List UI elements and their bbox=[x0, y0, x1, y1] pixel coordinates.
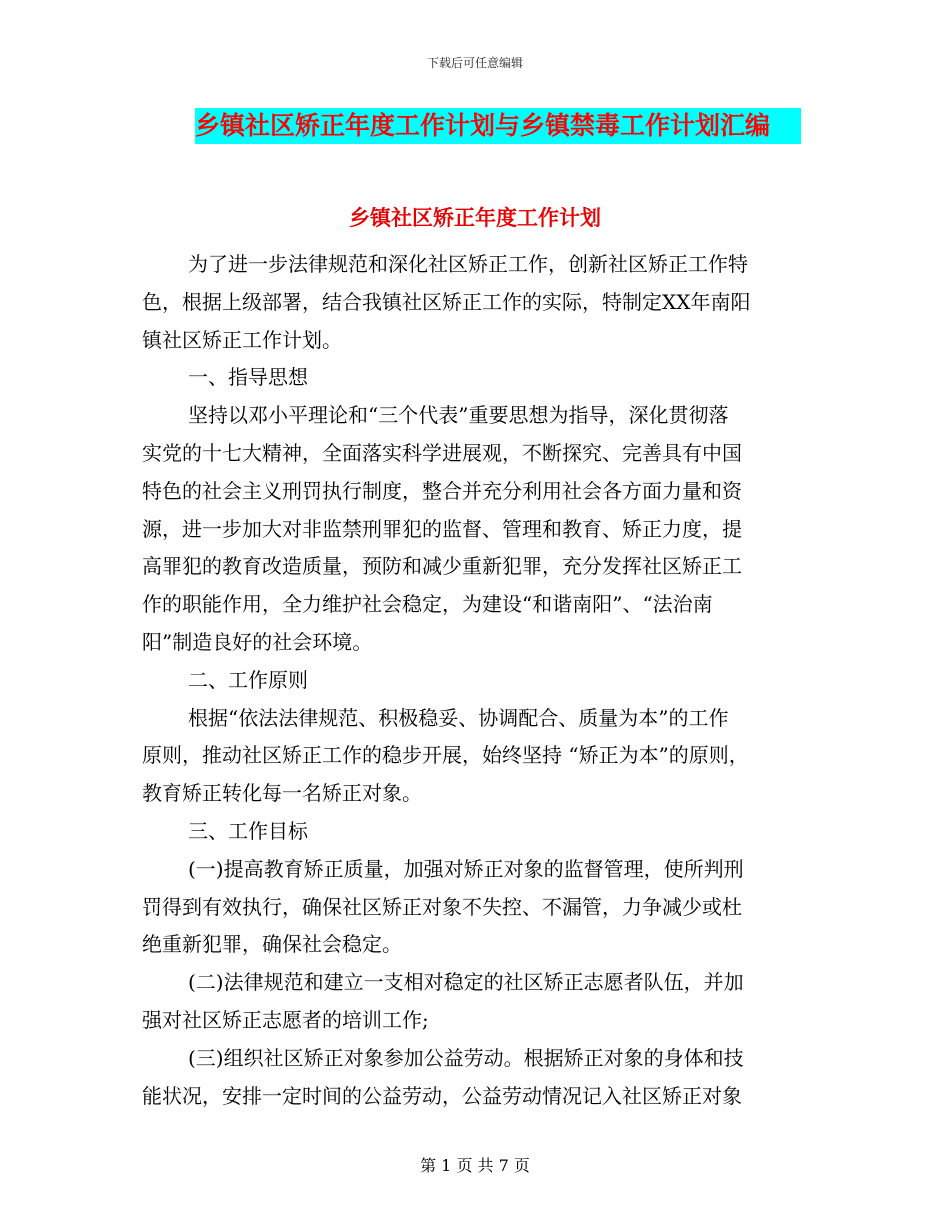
header-note: 下载后可任意编辑 bbox=[426, 56, 523, 70]
section-heading: 一、指导思想 bbox=[188, 365, 308, 390]
paragraph-line: 镇社区矫正工作计划。 bbox=[142, 327, 342, 352]
paragraph-line: 能状况，安排一定时间的公益劳动，公益劳动情况记入社区矫正对象 bbox=[142, 1083, 742, 1108]
body-text bbox=[142, 246, 814, 1115]
paragraph-line: 作的职能作用，全力维护社会稳定，为建设“和谐南阳”、“法治南 bbox=[142, 592, 713, 617]
paragraph-line: (一)提高教育矫正质量，加强对矫正对象的监督管理，使所判刑 bbox=[188, 856, 744, 881]
paragraph-line: 实党的十七大精神，全面落实科学进展观，不断探究、完善具有中国 bbox=[142, 440, 742, 465]
paragraph-line: 强对社区矫正志愿者的培训工作; bbox=[142, 1007, 429, 1032]
paragraph-line: 特色的社会主义刑罚执行制度，整合并充分利用社会各方面力量和资 bbox=[142, 478, 742, 503]
section-heading: 二、工作原则 bbox=[188, 667, 308, 692]
paragraph-line: 坚持以邓小平理论和“三个代表”重要思想为指导，深化贯彻落 bbox=[188, 403, 729, 428]
sub-title: 乡镇社区矫正年度工作计划 bbox=[349, 206, 601, 230]
section-heading: 三、工作目标 bbox=[188, 818, 308, 843]
paragraph-line: 为了进一步法律规范和深化社区矫正工作，创新社区矫正工作特 bbox=[188, 252, 748, 276]
paragraph-line: 高罪犯的教育改造质量，预防和减少重新犯罪，充分发挥社区矫正工 bbox=[142, 554, 742, 579]
paragraph-line: 教育矫正转化每一名矫正对象。 bbox=[142, 781, 422, 806]
paragraph-line: 色，根据上级部署，结合我镇社区矫正工作的实际，特制定XX年南阳 bbox=[142, 289, 751, 314]
paragraph-line: 源，进一步加大对非监禁刑罪犯的监督、管理和教育、矫正力度，提 bbox=[142, 516, 742, 541]
paragraph-line: 根据“依法法律规范、积极稳妥、协调配合、质量为本”的工作 bbox=[188, 705, 729, 730]
main-title: 乡镇社区矫正年度工作计划与乡镇禁毒工作计划汇编 bbox=[195, 108, 801, 144]
page-footer: 第 1 页 共 7 页 bbox=[420, 1156, 530, 1175]
paragraph-line: 罚得到有效执行，确保社区矫正对象不失控、不漏管，力争减少或杜 bbox=[142, 894, 742, 919]
paragraph-line: (二)法律规范和建立一支相对稳定的社区矫正志愿者队伍，并加 bbox=[188, 970, 744, 995]
paragraph-line: 原则，推动社区矫正工作的稳步开展，始终坚持 “矫正为本”的原则， bbox=[142, 743, 749, 768]
paragraph-line: 绝重新犯罪，确保社会稳定。 bbox=[142, 932, 402, 957]
paragraph-line: (三)组织社区矫正对象参加公益劳动。根据矫正对象的身体和技 bbox=[188, 1045, 744, 1070]
paragraph-line: 阳”制造良好的社会环境。 bbox=[142, 629, 373, 654]
